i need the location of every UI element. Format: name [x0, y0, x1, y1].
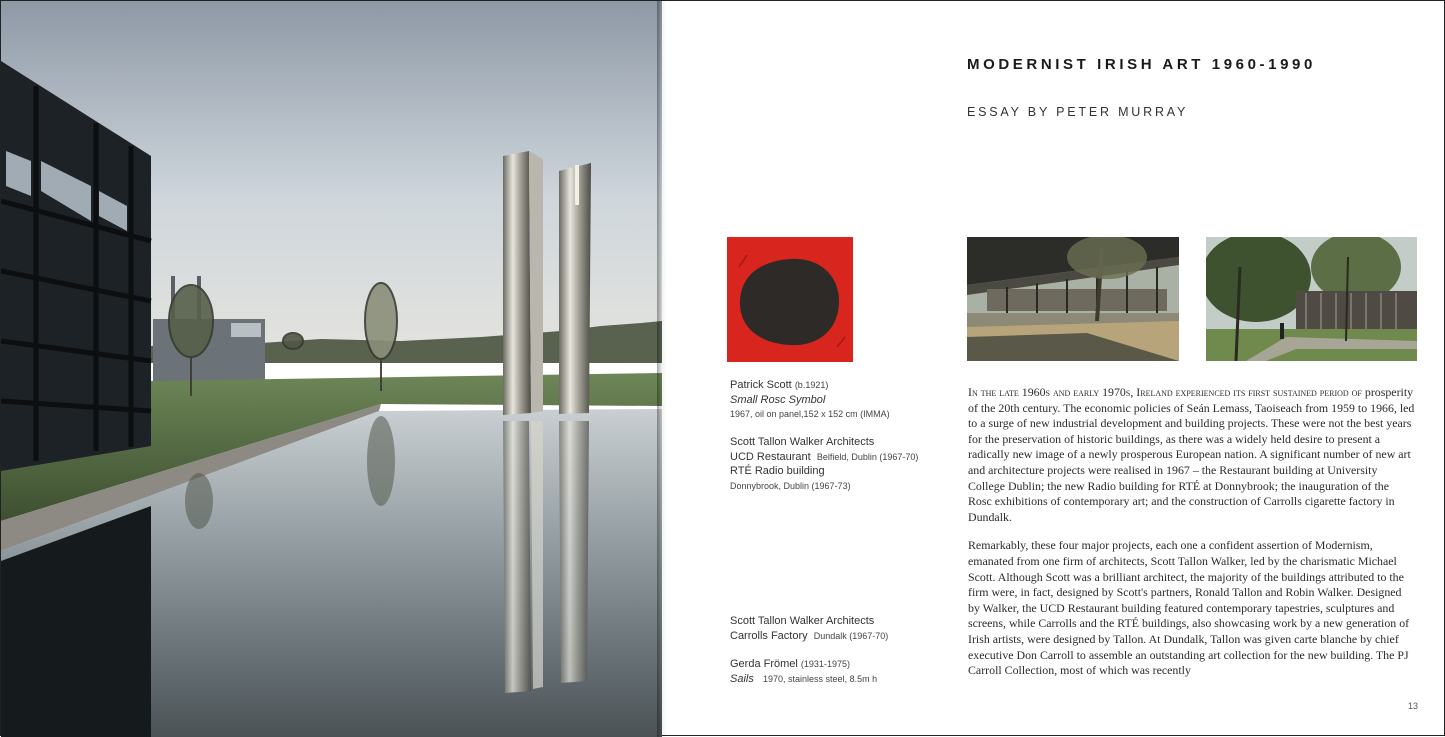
caption-stw-ucd-rte — [730, 435, 918, 493]
caption-work-title: Sails — [730, 672, 754, 685]
ucd-restaurant-image — [967, 237, 1179, 361]
caption-stw-carrolls — [730, 614, 888, 643]
essay-lead-in: In the late 1960s and early 1970s, Ireland experienced its first sustained period of — [968, 385, 1362, 399]
small-rosc-symbol-image — [727, 237, 853, 362]
essay-paragraph-text: prosperity of the 20th century. The economic policies of Seán Lemass, Taoiseach from 1959 to 1966, led to a surge of new industrial development and building projects. These were not the best years for the preservation of historic buildings, as there was a widely held desire to present a radically new image of a newly prosperous European nation. A significant number of new art and architecture projects were realised in 1967 – the Restaurant building at University College Dublin; the new Radio building for RTÉ at Donnybrook; the inauguration of the Rosc exhibitions of contemporary art; and the construction of Carrolls cigarette factory in Dundalk. — [968, 385, 1415, 524]
book-gutter-shadow — [657, 1, 667, 737]
caption-artist-dates: (1931-1975) — [800, 659, 850, 669]
essay-paragraph: Remarkably, these four major projects, each one a confident assertion of Modernism, emanated from one firm of architects, Scott Tallon Walker, led by the charismatic Michael Scott. Although Scott was a brilliant architect, the majority of the buildings attributed to the firm were, in fact, designed by Scott's partners, Ronald Tallon and Robin Walker. Designed by Walker, the UCD Restaurant building featured contemporary tapestries, sculptures and screens, while Carrolls and the RTÉ buildings, also showcasing work by a new generation of Irish artists, were designed by Tallon. At Dundalk, Tallon was given carte blanche by chief executive Don Carroll to assemble an outstanding art collection for the new building. The PJ Carroll Collection, most of which was recently — [968, 538, 1410, 678]
carrolls-factory-photo — [1, 1, 662, 737]
essay-byline: ESSAY BY PETER MURRAY — [967, 105, 1189, 119]
caption-work-title: Small Rosc Symbol — [730, 393, 826, 406]
caption-firm: Scott Tallon Walker Architects — [730, 436, 875, 448]
caption-artist: Patrick Scott — [730, 379, 792, 391]
caption-building: UCD Restaurant — [730, 450, 811, 463]
essay-paragraph — [968, 385, 1415, 525]
caption-building: RTÉ Radio building — [730, 465, 825, 477]
caption-artist-dates: (b.1921) — [794, 380, 829, 390]
caption-building-details: Donnybrook, Dublin (1967-73) — [730, 480, 851, 491]
caption-building-details: Dundalk (1967-70) — [813, 630, 889, 641]
caption-building: Carrolls Factory — [730, 629, 808, 642]
caption-building-details: Belfield, Dublin (1967-70) — [816, 451, 919, 462]
essay-body — [968, 385, 1415, 692]
rte-radio-building-image — [1206, 237, 1417, 361]
caption-work-details: 1967, oil on panel,152 x 152 cm (IMMA) — [730, 409, 890, 419]
caption-sails — [730, 657, 877, 686]
page-number: 13 — [1408, 701, 1419, 711]
caption-work-details: 1970, stainless steel, 8.5m h — [763, 673, 878, 684]
caption-small-rosc-symbol — [730, 378, 890, 422]
page-title: MODERNIST IRISH ART 1960-1990 — [967, 56, 1316, 73]
caption-firm: Scott Tallon Walker Architects — [730, 615, 875, 627]
caption-artist: Gerda Frömel — [730, 658, 798, 670]
